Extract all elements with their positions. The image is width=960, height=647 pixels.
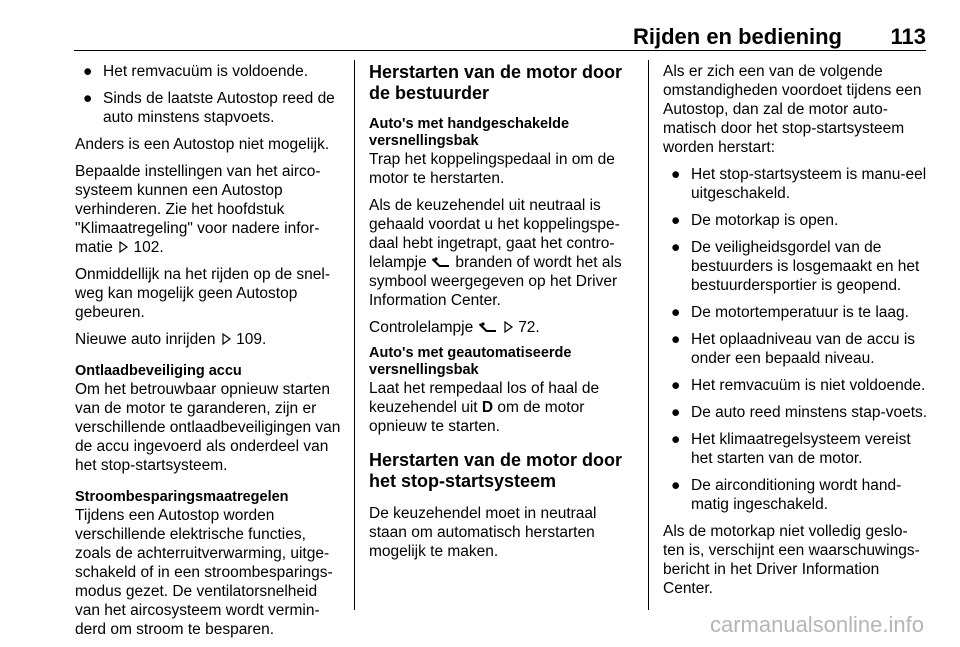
- section-heading: Auto's met handgeschakelde versnellingsbak: [369, 116, 570, 149]
- restart-condition-list: [663, 165, 928, 514]
- stop-start-lamp-icon: [431, 256, 451, 268]
- triangle-ref-icon: [220, 333, 232, 345]
- list-item: ● Het stop-startsysteem is manu-eel uitgeschakeld.: [671, 166, 927, 202]
- paragraph: Om het betrouwbaar opnieuw starten van de motor te garanderen, zijn er verschillende ontlaadbeveiligingen van de accu ingevoerd als onderdeel van het stop-startsysteem.: [75, 381, 341, 474]
- paragraph: Als de motorkap niet volledig geslo-ten is, verschijnt een waarschuwings-bericht in het Driver Information Center.: [663, 523, 920, 597]
- list-item: ● Het klimaatregelsysteem vereist het starten van de motor.: [671, 431, 911, 467]
- paragraph: Controlelampje 72.: [369, 319, 540, 336]
- paragraph: De keuzehendel moet in neutraal staan om automatisch herstarten mogelijk te maken.: [369, 505, 597, 560]
- paragraph: Bepaalde instellingen van het airco-systeem kunnen een Autostop verhinderen. Zie het hoofdstuk "Klimaatregeling" voor nadere infor-matie 102.: [75, 163, 321, 256]
- section-title: Herstarten van de motor door de bestuurder: [369, 62, 623, 103]
- section-title: Herstarten van de motor door het stop-startsysteem: [369, 450, 623, 491]
- page-reference[interactable]: 102.: [133, 239, 164, 256]
- paragraph: Als er zich een van de volgende omstandigheden voordoet tijdens een Autostop, dan zal de motor auto-matisch door het stop-startsysteem worden herstart:: [663, 63, 922, 156]
- page-reference[interactable]: 72.: [518, 319, 540, 336]
- watermark: carmanualsonline.info: [709, 612, 924, 637]
- paragraph: Als de keuzehendel uit neutraal is gehaald voordat u het koppelingspe-daal hebt ingetrapt, gaat het contro-lelampje branden of wordt het als symbool weergegeven op het Driver Information Center.: [369, 197, 622, 309]
- list-item: ● Het oplaadniveau van de accu is onder een bepaald niveau.: [671, 331, 916, 367]
- column-divider-1: [354, 60, 355, 610]
- header-rule: [74, 50, 926, 51]
- section-heading: Stroombesparingsmaatregelen: [75, 489, 289, 505]
- column-3: [663, 62, 928, 606]
- section-heading: Auto's met geautomatiseerde versnellingsbak: [369, 345, 572, 378]
- paragraph: Tijdens een Autostop worden verschillende elektrische functies, zoals de achterruitverwarming, uitge-schakeld of in een stroombesparings-modus gezet. De ventilatorsnelheid van het aircosysteem wordt vermin-derd om stroom te besparen.: [75, 507, 333, 638]
- list-item: ● Het remvacuüm is voldoende.: [83, 63, 309, 80]
- paragraph: Onmiddellijk na het rijden op de snel-weg kan mogelijk geen Autostop gebeuren.: [75, 266, 331, 321]
- paragraph: Nieuwe auto inrijden 109.: [75, 331, 267, 348]
- stop-start-lamp-icon: [478, 321, 498, 333]
- list-item: ● Het remvacuüm is niet voldoende.: [671, 377, 926, 394]
- list-item: ● Sinds de laatste Autostop reed de auto minstens stapvoets.: [83, 90, 335, 126]
- column-1: [75, 62, 343, 647]
- chapter-title: Rijden en bediening: [632, 24, 842, 49]
- list-item: ● De auto reed minstens stap-voets.: [671, 404, 928, 421]
- page-header: [74, 20, 926, 52]
- list-item: ● De motortemperatuur is te laag.: [671, 304, 909, 321]
- column-2: [369, 62, 637, 569]
- list-item: ● De airconditioning wordt hand-matig ingeschakeld.: [671, 477, 902, 513]
- paragraph: Laat het rempedaal los of haal de keuzehendel uit D om de motor opnieuw te starten.: [369, 380, 600, 435]
- condition-list-1: [75, 62, 343, 127]
- page-number: 113: [890, 24, 926, 49]
- gear-position-d: D: [481, 399, 494, 416]
- column-divider-2: [648, 60, 649, 610]
- paragraph: Anders is een Autostop niet mogelijk.: [75, 136, 330, 153]
- list-item: ● De motorkap is open.: [671, 212, 839, 229]
- triangle-ref-icon: [502, 321, 514, 333]
- list-item: ● De veiligheidsgordel van de bestuurders is losgemaakt en het bestuurdersportier is geopend.: [671, 239, 920, 294]
- paragraph: Trap het koppelingspedaal in om de motor te herstarten.: [369, 151, 615, 187]
- page-reference[interactable]: 109.: [236, 331, 267, 348]
- section-heading: Ontlaadbeveiliging accu: [75, 363, 242, 379]
- triangle-ref-icon: [117, 241, 129, 253]
